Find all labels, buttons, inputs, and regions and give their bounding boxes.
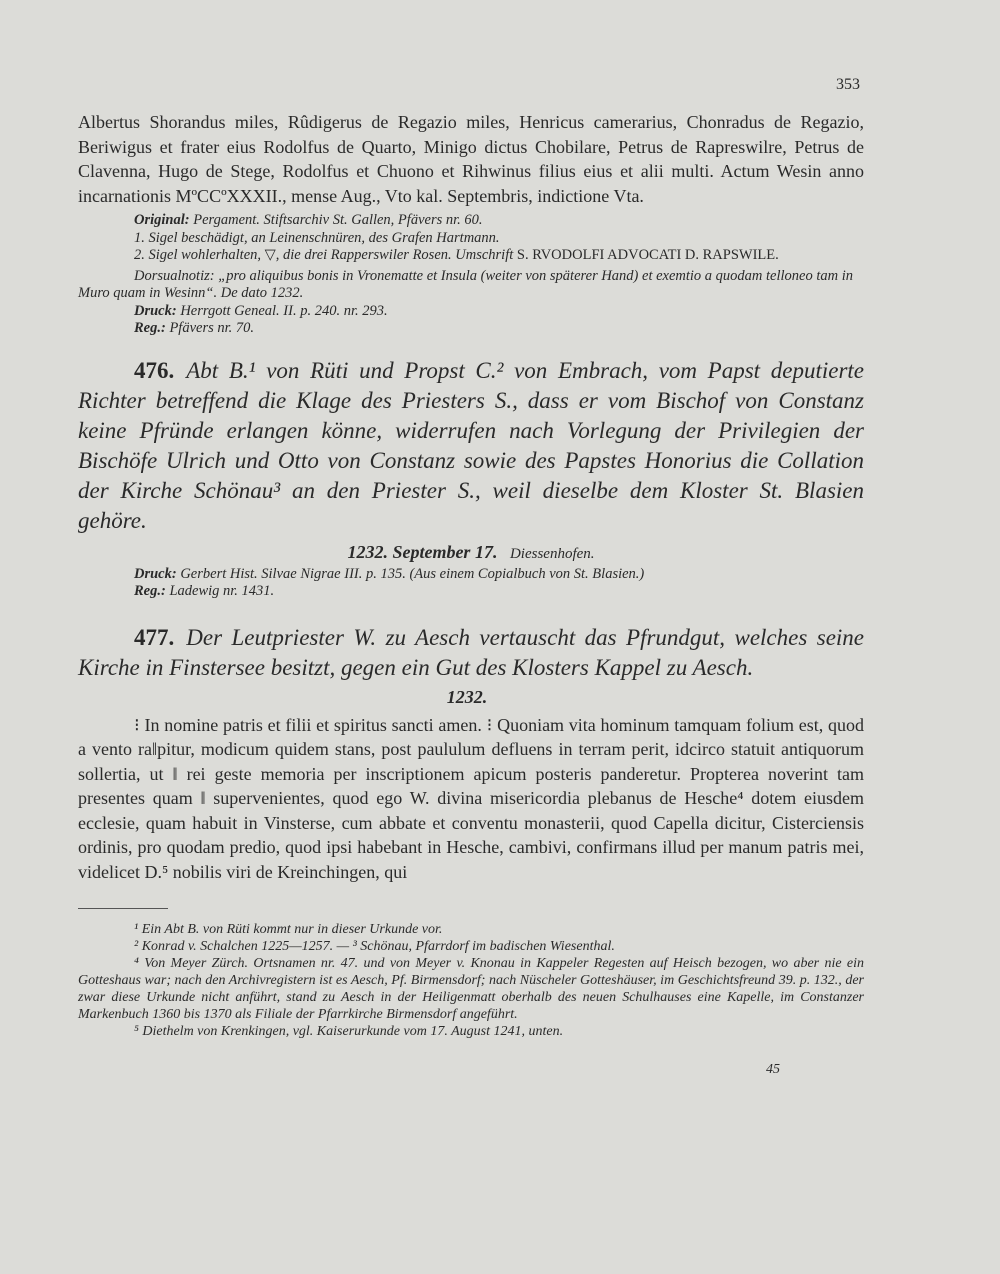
- notes-475: [78, 212, 864, 338]
- note-original-label: Original:: [134, 212, 190, 228]
- doc-477-number: 477.: [134, 624, 175, 650]
- document-476: [78, 356, 864, 601]
- doc-477-date: 1232.: [446, 686, 488, 707]
- doc-477-text: ⁝ In nomine patris et filii et spiritus sancti amen. ⁝ Quoniam vita hominum tamquam folium est, quod a vento ra‖pitur, modicum quidem stans, post paululum defluens in terram perit, idcirco statuit antiquorum sollertia, ut ‖ rei geste memoria per inscriptionem apicum posteris panderetur. Propterea noverint tam presentes quam ‖ supervenientes, quod ego W. divina misericordia plebanus de Hesche⁴ dotem eiusdem ecclesie, quam habuit in Vinsterse, cum abbate et conventu monasterii, quod Capella dicitur, Cisterciensis ordinis, pro quodam predio, quod ipsi habebant in Hesche, cambivi, confirmans illud per manum patris mei, videlicet D.⁵ nobilis viri de Kreinchingen, qui: [78, 714, 864, 882]
- page-content: [78, 110, 864, 1040]
- note-seal-2-legend: S. RVODOLFI ADVOCATI D. RAPSWILE.: [516, 247, 779, 263]
- note-seal-2-text: 2. Sigel wohlerhalten, ▽, die drei Rapperswiler Rosen. Umschrift: [134, 247, 514, 263]
- doc-476-dateline: [78, 540, 864, 566]
- doc-476-heading: [78, 356, 864, 536]
- document-477: [78, 623, 864, 885]
- doc-477-dateline: [78, 685, 864, 709]
- note-reg-475-text: Pfävers nr. 70.: [169, 320, 255, 336]
- note-original-text: Pergament. Stiftsarchiv St. Gallen, Pfävers nr. 60.: [193, 212, 483, 228]
- note-druck-475: [78, 303, 864, 321]
- doc-477-title: Der Leutpriester W. zu Aesch vertauscht das Pfrundgut, welches seine Kirche in Finstersee besitzt, gegen ein Gut des Klosters Kappel zu Aesch.: [78, 624, 864, 680]
- note-reg-475-label: Reg.:: [134, 320, 166, 336]
- note-seal-1: 1. Sigel beschädigt, an Leinenschnüren, des Grafen Hartmann.: [134, 229, 500, 246]
- note-original: [78, 212, 864, 230]
- signature-mark: 45: [766, 1062, 780, 1077]
- doc-476-druck-text: Gerbert Hist. Silvae Nigrae III. p. 135. (Aus einem Copialbuch von St. Blasien.): [180, 565, 645, 582]
- charter-475-ending: Albertus Shorandus miles, Rûdigerus de Regazio miles, Henricus camerarius, Chonradus de Regazio, Beriwigus et frater eius Rodolfus de Quarto, Minigo dictus Chobilare, Petrus de Rapreswilre, Petrus de Clavenna, Hugo de Stege, Rodolfus et Chuono et Rihwinus filius eius et alii multi. Actum Wesin anno incarnationis MºCCºXXXII., mense Aug., Vto kal. Septembris, indictione Vta.: [78, 112, 864, 206]
- doc-476-reg-label: Reg.:: [134, 583, 166, 599]
- doc-476-number: 476.: [134, 357, 175, 383]
- note-reg-475: [78, 320, 864, 338]
- footnote-1: ¹ Ein Abt B. von Rüti kommt nur in dieser Urkunde vor.: [134, 922, 443, 937]
- note-seal-2: [78, 247, 864, 265]
- footnote-5: ⁵ Diethelm von Krenkingen, vgl. Kaiserurkunde vom 17. August 1241, unten.: [134, 1024, 564, 1039]
- note-dorsal: Dorsualnotiz: „pro aliquibus bonis in Vronematte et Insula (weiter von späterer Hand) et exemtio a quodam telloneo tam in Muro quam in Wesinn“. De dato 1232.: [78, 267, 854, 301]
- doc-477-heading: [78, 623, 864, 683]
- page-number: 353: [836, 76, 860, 93]
- doc-476-title: Abt B.¹ von Rüti und Propst C.² von Embrach, vom Papst deputierte Richter betreffend die Klage des Priesters S., dass er vom Bischof von Constanz keine Pfründe erlangen könne, widerrufen nach Vorlegung der Privilegien der Bischöfe Ulrich und Otto von Constanz sowie des Papstes Honorius die Collation der Kirche Schönau³ an den Priester S., weil dieselbe dem Kloster St. Blasien gehöre.: [78, 357, 864, 533]
- doc-476-date: 1232. September 17.: [347, 541, 498, 562]
- footnote-4: ⁴ Von Meyer Zürch. Ortsnamen nr. 47. und von Meyer v. Knonau in Kappeler Regesten auf Heisch bezogen, wo aber nie ein Gotteshaus war; nach den Archivregistern ist es Aesch, Pf. Birmensdorf; nach Nüscheler Gotteshäuser, im Geschichtsfreund 39. p. 132., der zwar diese Urkunde nicht anführt, stand zu Aesch in der Heiligenmatt oberhalb des neuen Schulhauses eine Kapelle, im Constanzer Markenbuch 1360 bis 1370 als Filiale der Pfarrkirche Birmensdorf angeführt.: [78, 956, 864, 1022]
- doc-476-druck-label: Druck:: [134, 565, 177, 582]
- footnotes: [78, 908, 864, 1040]
- note-druck-475-label: Druck:: [134, 302, 177, 319]
- doc-476-druck: [78, 566, 864, 584]
- note-druck-475-text: Herrgott Geneal. II. p. 240. nr. 293.: [180, 302, 388, 319]
- doc-476-reg: [78, 583, 864, 601]
- footnote-2-3: ² Konrad v. Schalchen 1225—1257. — ³ Schönau, Pfarrdorf im badischen Wiesenthal.: [134, 939, 615, 954]
- doc-476-place: Diessenhofen.: [509, 545, 595, 562]
- doc-476-reg-text: Ladewig nr. 1431.: [169, 583, 275, 599]
- footnote-rule: [78, 908, 168, 909]
